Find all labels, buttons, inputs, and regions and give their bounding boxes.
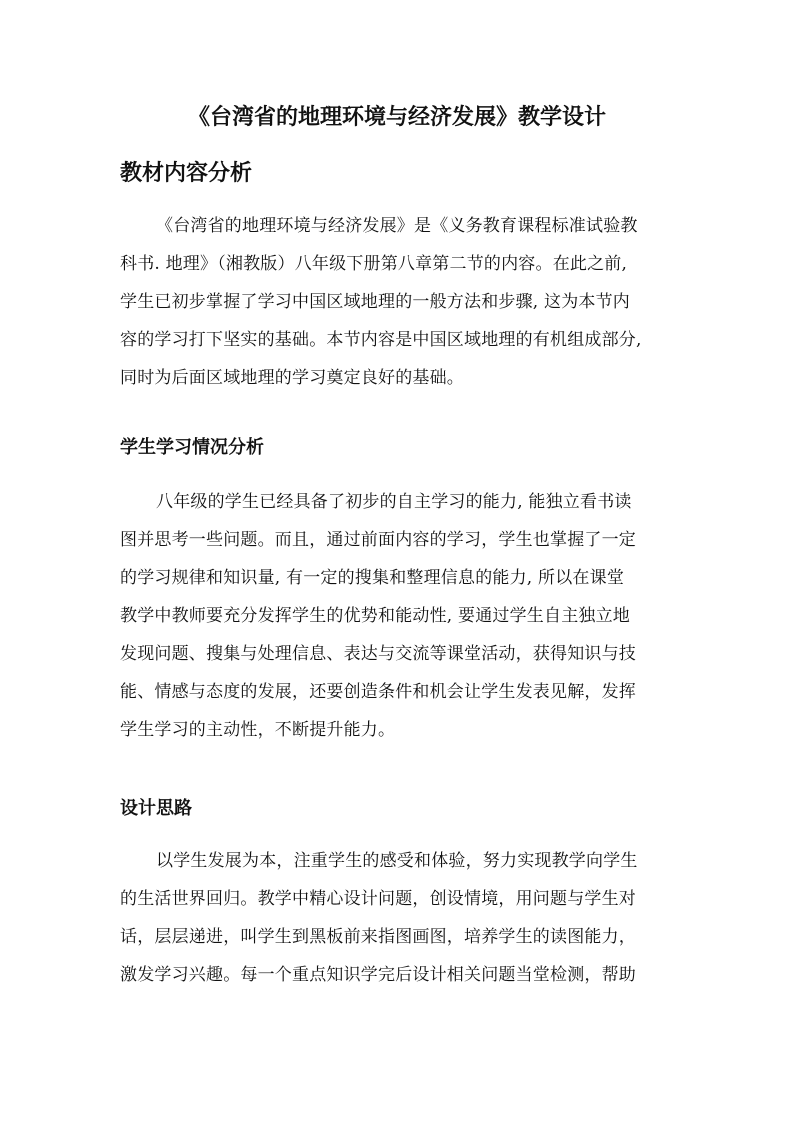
paragraph-line: 的生活世界回归。教学中精心设计问题，创设情境，用问题与学生对: [120, 889, 636, 909]
section-heading-textbook-analysis: 教材内容分析: [120, 160, 253, 186]
paragraph-line: 能、情感与态度的发展，还要创造条件和机会让学生发表见解，发挥: [120, 682, 636, 702]
paragraph-line: 话，层层递进，叫学生到黑板前来指图画图，培养学生的读图能力，: [120, 927, 636, 947]
paragraph-line: 激发学习兴趣。每一个重点知识学完后设计相关问题当堂检测，帮助: [120, 965, 636, 985]
paragraph-textbook-analysis: [120, 207, 680, 397]
paragraph-line: 学生学习的主动性，不断提升能力。: [120, 720, 396, 740]
paragraph-design-ideas: [120, 842, 680, 994]
paragraph-line: 同时为后面区域地理的学习奠定良好的基础。: [120, 368, 464, 388]
document-title: 《台湾省的地理环境与经济发展》教学设计: [187, 104, 606, 130]
section-heading-design-ideas: 设计思路: [120, 798, 192, 819]
paragraph-student-analysis: [120, 483, 680, 749]
paragraph-line: 《台湾省的地理环境与经济发展》是《义务教育课程标准试验教: [156, 216, 638, 236]
paragraph-line: 图并思考一些问题。而且，通过前面内容的学习，学生也掌握了一定: [120, 530, 636, 550]
paragraph-line: 以学生发展为本，注重学生的感受和体验，努力实现教学向学生: [156, 851, 638, 871]
paragraph-line: 发现问题、搜集与处理信息、表达与交流等课堂活动，获得知识与技: [120, 644, 636, 664]
section-heading-student-analysis: 学生学习情况分析: [120, 437, 264, 458]
paragraph-line: 科书. 地理》（湘教版）八年级下册第八章第二节的内容。在此之前,: [120, 254, 628, 274]
paragraph-line: 的学习规律和知识量, 有一定的搜集和整理信息的能力, 所以在课堂: [120, 568, 625, 588]
paragraph-line: 八年级的学生已经具备了初步的自主学习的能力, 能独立看书读: [156, 492, 632, 512]
paragraph-line: 学生已初步掌握了学习中国区域地理的一般方法和步骤, 这为本节内: [120, 292, 631, 312]
paragraph-line: 教学中教师要充分发挥学生的优势和能动性, 要通过学生自主独立地: [120, 606, 631, 626]
paragraph-line: 容的学习打下坚实的基础。本节内容是中国区域地理的有机组成部分,: [120, 330, 642, 350]
